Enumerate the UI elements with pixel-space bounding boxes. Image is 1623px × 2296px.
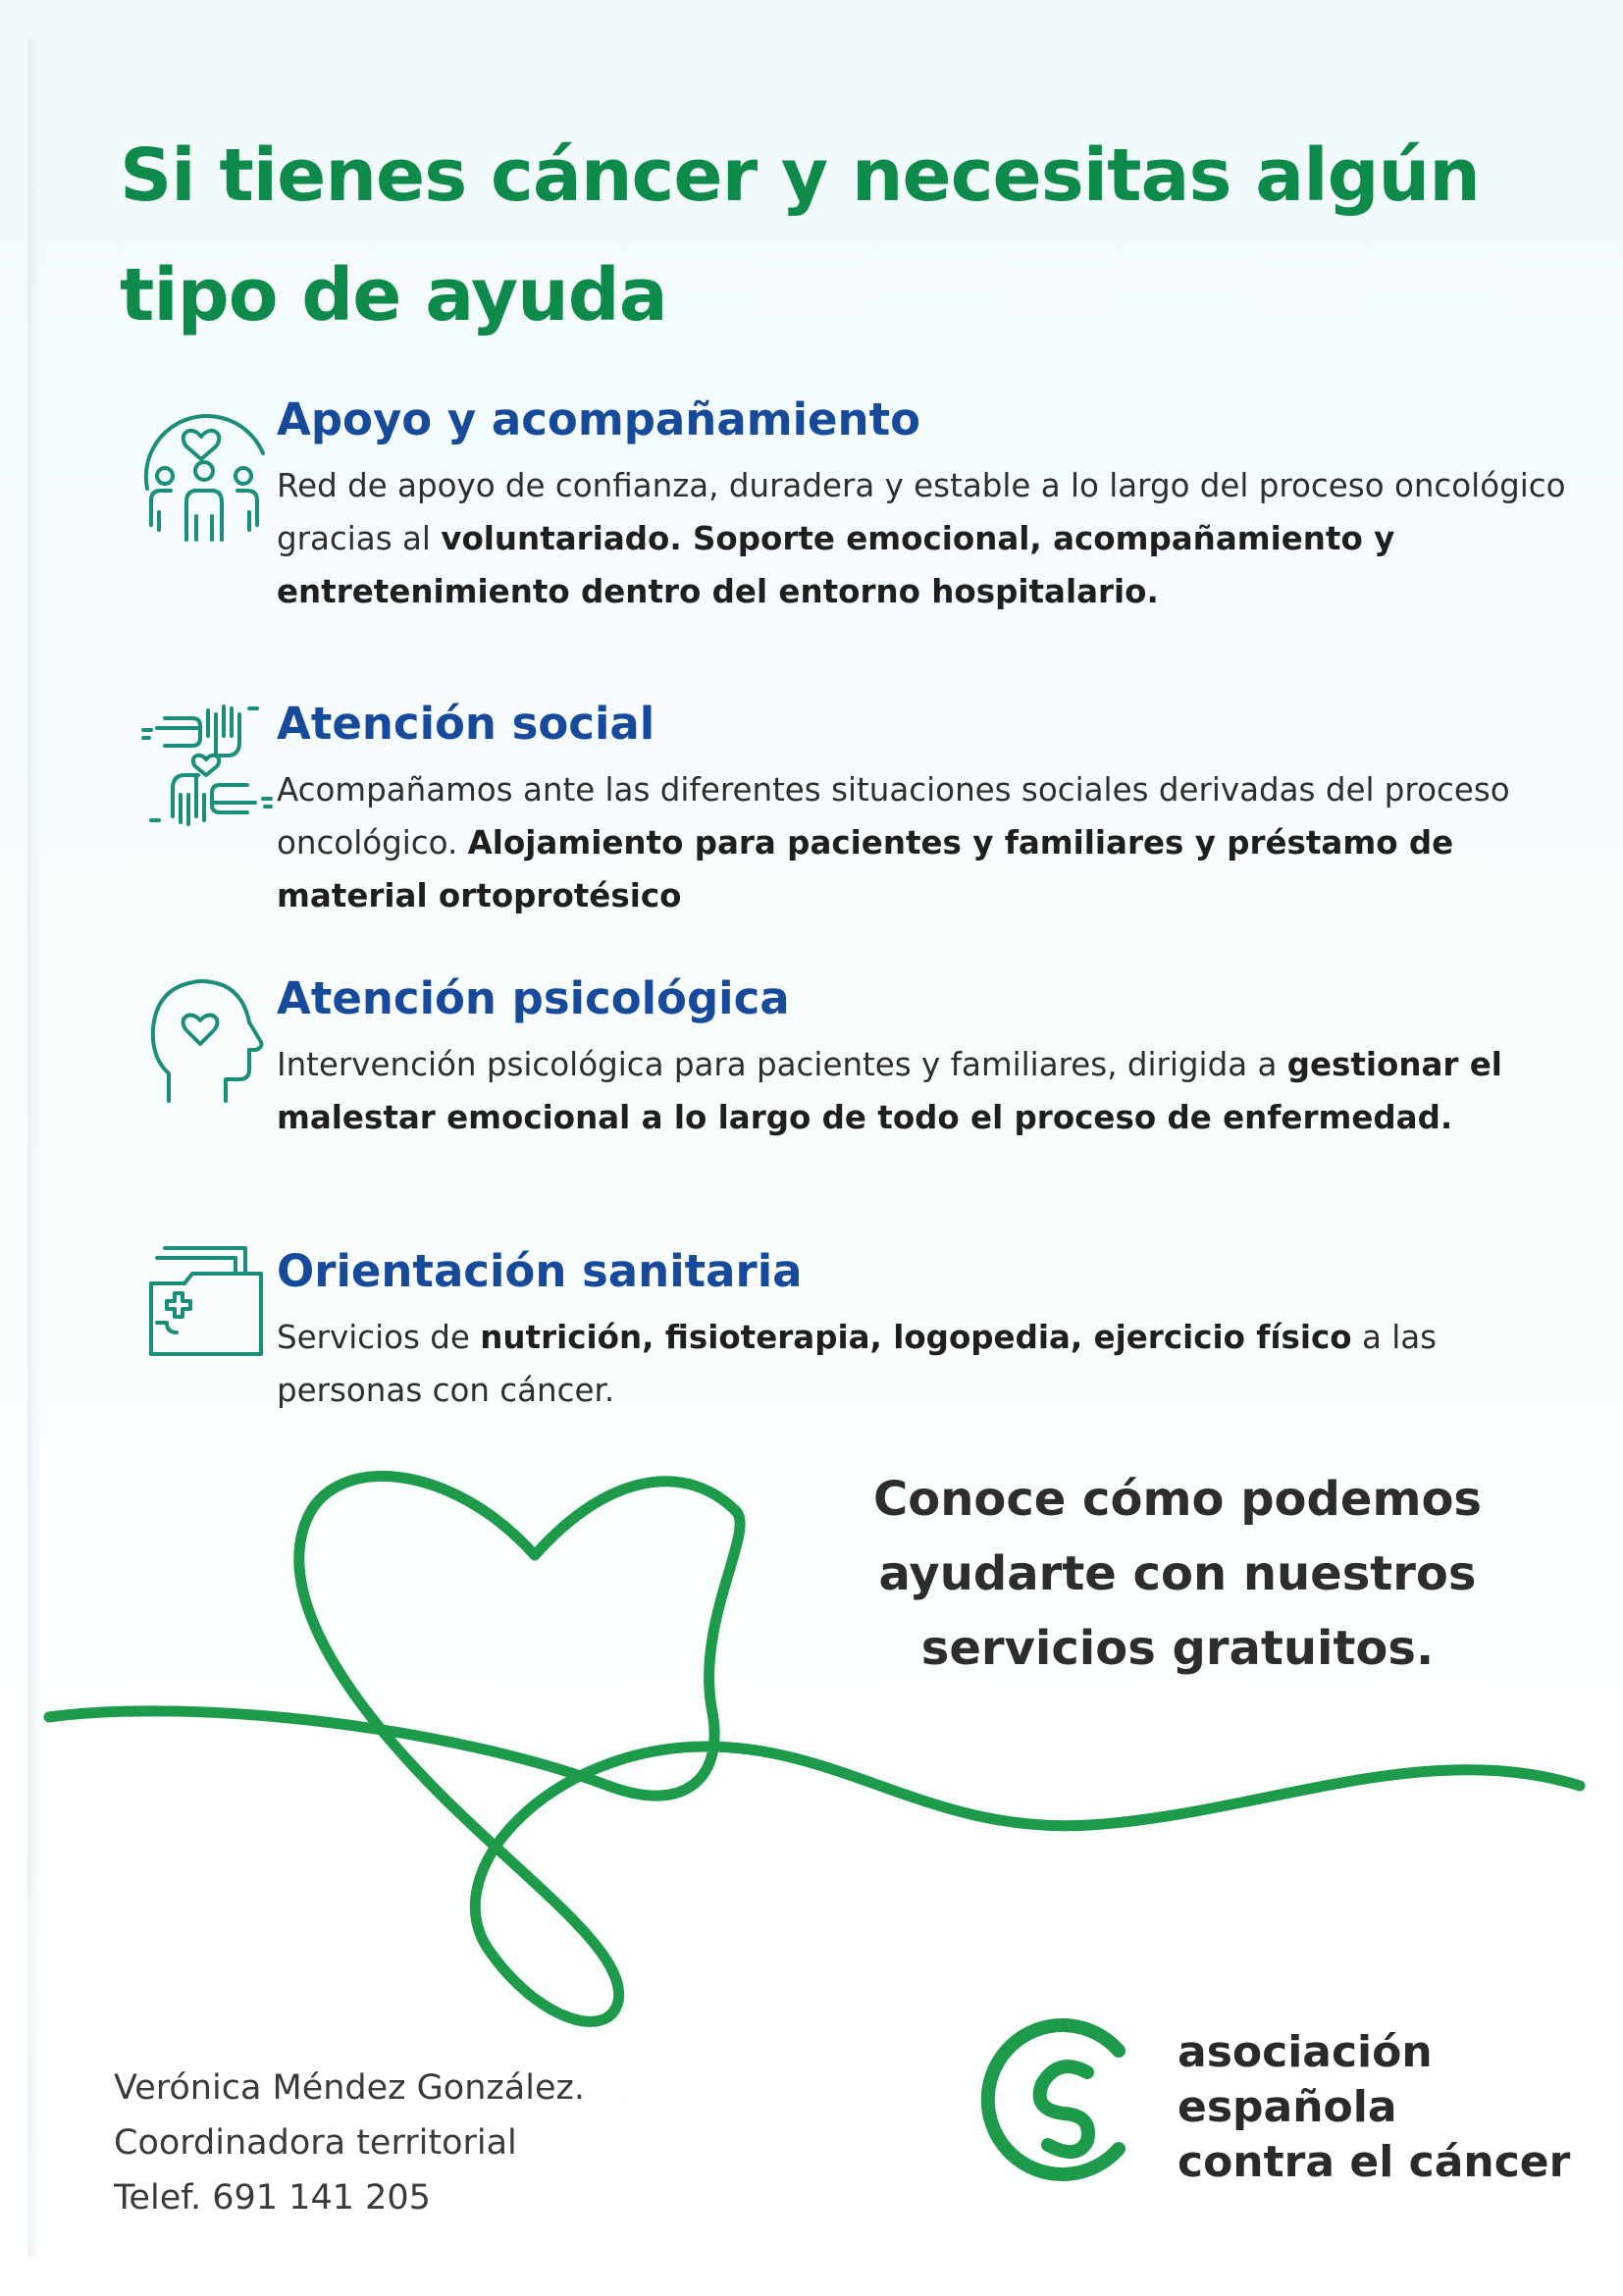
section-heading-social: Atención social [277, 698, 655, 750]
cta-line-2: ayudarte con nuestros [878, 1546, 1477, 1601]
cta-line-3: servicios gratuitos. [920, 1621, 1435, 1676]
logo-text-line-1: asociación [1178, 2027, 1433, 2077]
contact-role: Coordinadora territorial [114, 2123, 517, 2163]
section-text-social-plain: Acompañamos ante las diferentes situaciones sociales derivadas del proceso oncológico. [277, 771, 1510, 861]
section-text-sanitaria-bold: nutrición, fisioterapia, logopedia, ejercicio físico [480, 1319, 1352, 1356]
contact-block [114, 2061, 801, 2225]
logo-text-line-3: contra el cáncer [1178, 2137, 1571, 2187]
cta-line-1: Conoce cómo podemos [872, 1472, 1482, 1527]
aecc-logo-text [1178, 2025, 1570, 2190]
section-heading-sanitaria: Orientación sanitaria [277, 1245, 803, 1297]
section-text-sanitaria-plain-1: Servicios de [277, 1319, 481, 1356]
aecc-logo-icon [971, 2011, 1148, 2192]
contact-name: Verónica Méndez González. [114, 2068, 585, 2108]
logo-text-line-2: española [1178, 2082, 1397, 2132]
section-text-apoyo-bold: voluntariado. Soporte emocional, acompañamiento y entretenimiento dentro del entorno hospitalario. [277, 520, 1395, 610]
section-heading-apoyo: Apoyo y acompañamiento [277, 393, 920, 445]
page-title-line-1: Si tienes cáncer y necesitas algún [120, 133, 1480, 218]
call-to-action [814, 1462, 1541, 1686]
contact-phone: Telef. 691 141 205 [114, 2178, 431, 2218]
section-text-sanitaria-plain-2: a las personas con cáncer. [277, 1319, 1438, 1409]
section-text-apoyo-plain: Red de apoyo de confianza, duradera y estable a lo largo del proceso oncológico gracias al [277, 467, 1566, 557]
page-title-line-2: tipo de ayuda [120, 253, 667, 338]
section-heading-psicologica: Atención psicológica [277, 972, 790, 1024]
section-text-psicologica-bold: gestionar el malestar emocional a lo largo de todo el proceso de enfermedad. [277, 1046, 1502, 1136]
section-text-social-bold: Alojamiento para pacientes y familiares y préstamo de material ortoprotésico [277, 824, 1454, 914]
section-text-psicologica-plain: Intervención psicológica para pacientes y familiares, dirigida a [277, 1046, 1287, 1083]
